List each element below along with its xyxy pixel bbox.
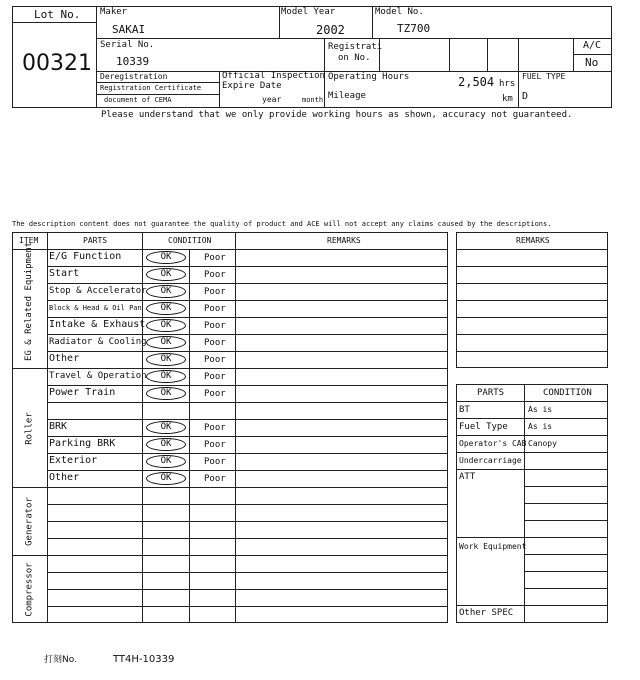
- fuel-type-row-value: As is: [528, 422, 553, 431]
- ok-circle-mark: OK: [146, 438, 186, 451]
- table-row-line: [47, 283, 448, 284]
- poor-option: Poor: [204, 304, 226, 314]
- stamp-value: TT4H-10339: [113, 654, 175, 665]
- inspection-label-2: Expire Date: [222, 81, 282, 91]
- fuel-type-label: FUEL TYPE: [522, 72, 566, 81]
- part-stop-accelerator: Stop & Accelerator: [49, 286, 147, 296]
- ok-circle-mark: OK: [146, 387, 186, 400]
- other-spec-label: Other SPEC: [459, 608, 514, 618]
- maker-label: Maker: [100, 7, 128, 17]
- group-label-generator: Generator: [24, 497, 35, 546]
- table-row-line: [47, 402, 448, 403]
- km-unit: km: [502, 94, 513, 104]
- model-no-value: TZ700: [397, 22, 431, 35]
- ac-label: A/C: [583, 40, 602, 51]
- cema-label: document of CEMA: [104, 96, 172, 104]
- fuel-type-row-label: Fuel Type: [459, 422, 508, 432]
- ok-circle-mark: OK: [146, 455, 186, 468]
- remarks-header: REMARKS: [327, 236, 361, 245]
- poor-option: Poor: [204, 287, 226, 297]
- ok-circle-mark: OK: [146, 421, 186, 434]
- table-row-line: [47, 266, 448, 267]
- ok-circle-mark: OK: [146, 336, 186, 349]
- serial-label: Serial No.: [100, 40, 155, 50]
- part-start: Start: [49, 268, 80, 279]
- part-eg-function: E/G Function: [49, 251, 122, 262]
- poor-option: Poor: [204, 338, 226, 348]
- ok-circle-mark: OK: [146, 370, 186, 383]
- fuel-type-value: D: [522, 91, 529, 102]
- right-condition-header: CONDITION: [543, 388, 592, 398]
- poor-option: Poor: [204, 474, 226, 484]
- table-row-line: [47, 351, 448, 352]
- poor-option: Poor: [204, 372, 226, 382]
- maker-value: SAKAI: [112, 23, 146, 36]
- poor-option: Poor: [204, 457, 226, 467]
- ok-circle-mark: OK: [146, 472, 186, 485]
- part-radiator-cooling: Radiator & Cooling: [49, 337, 147, 347]
- hrs-unit: hrs: [499, 79, 516, 89]
- item-header: ITEM: [19, 236, 39, 245]
- table-row-line: [47, 521, 448, 522]
- part-power-train: Power Train: [49, 387, 116, 398]
- poor-option: Poor: [204, 389, 226, 399]
- registration-certificate-label: Registration Certificate: [100, 84, 202, 92]
- part-travel-operation: Travel & Operation: [49, 371, 147, 381]
- group-label-roller: Roller: [24, 412, 35, 445]
- operator-cab-value: Canopy: [528, 439, 557, 448]
- deregistration-label: Deregistration: [100, 72, 168, 81]
- stamp-label: 打刻No.: [44, 655, 77, 665]
- table-row-line: [47, 589, 448, 590]
- table-row-line: [47, 572, 448, 573]
- registration-label-2: on No.: [338, 53, 371, 63]
- table-row-line: [47, 470, 448, 471]
- poor-option: Poor: [204, 270, 226, 280]
- poor-option: Poor: [204, 321, 226, 331]
- group-label-eg: EG & Related Equipment: [24, 241, 34, 361]
- bt-value: As is: [528, 405, 553, 414]
- ok-circle-mark: OK: [146, 302, 186, 315]
- ok-circle-mark: OK: [146, 268, 186, 281]
- part-parking-brk: Parking BRK: [49, 438, 116, 449]
- table-row-line: [47, 606, 448, 607]
- year-label: year: [262, 95, 282, 104]
- operating-hours-label: Operating Hours: [328, 72, 410, 82]
- ac-value: No: [585, 56, 599, 69]
- table-row-line: [47, 300, 448, 301]
- poor-option: Poor: [204, 440, 226, 450]
- model-no-label: Model No.: [375, 7, 424, 17]
- part-intake-exhaust: Intake & Exhaust: [49, 319, 146, 330]
- table-row-line: [47, 317, 448, 318]
- undercarriage-label: Undercarriage: [459, 456, 522, 465]
- ok-circle-mark: OK: [146, 285, 186, 298]
- month-label: month: [302, 96, 324, 104]
- registration-label-1: Registrati: [328, 42, 383, 52]
- condition-header: CONDITION: [168, 236, 212, 245]
- table-row-line: [47, 504, 448, 505]
- operating-hours-value: 2,504: [458, 75, 495, 89]
- right-remarks-header: REMARKS: [516, 236, 550, 245]
- part-block-head-oil-pan: Block & Head & Oil Pan: [49, 304, 142, 312]
- table-row-line: [47, 453, 448, 454]
- poor-option: Poor: [204, 423, 226, 433]
- bt-label: BT: [459, 405, 470, 415]
- serial-value: 10339: [116, 55, 150, 68]
- att-label: ATT: [459, 472, 476, 482]
- table-row-line: [47, 538, 448, 539]
- table-row-line: [47, 419, 448, 420]
- work-equipment-label: Work Equipment: [459, 542, 527, 551]
- group-label-compressor: Compressor: [24, 562, 35, 617]
- poor-option: Poor: [204, 355, 226, 365]
- model-year-value: 2002: [316, 23, 345, 37]
- part-other-roller: Other: [49, 472, 80, 483]
- poor-option: Poor: [204, 253, 226, 263]
- lot-number: 00321: [22, 51, 92, 76]
- parts-header: PARTS: [83, 236, 108, 245]
- operator-cab-label: Operator's CAB: [459, 439, 527, 448]
- table-row-line: [47, 385, 448, 386]
- table-row-line: [47, 436, 448, 437]
- table-row-line: [47, 334, 448, 335]
- model-year-label: Model Year: [281, 7, 336, 17]
- part-exterior: Exterior: [49, 455, 98, 466]
- lot-label: Lot No.: [34, 8, 81, 21]
- part-other-eg: Other: [49, 353, 80, 364]
- ok-circle-mark: OK: [146, 251, 186, 264]
- right-parts-header: PARTS: [477, 388, 505, 398]
- inspection-label-1: Official Inspection: [222, 71, 325, 81]
- mileage-label: Mileage: [328, 91, 366, 101]
- disclaimer-text: The description content does not guarantee the quality of product and ACE will not accept any claims caused by the descriptions.: [12, 220, 552, 228]
- part-brk: BRK: [49, 421, 68, 432]
- ok-circle-mark: OK: [146, 319, 186, 332]
- ok-circle-mark: OK: [146, 353, 186, 366]
- notice-text: Please understand that we only provide working hours as shown, accuracy not guaranteed.: [101, 110, 573, 120]
